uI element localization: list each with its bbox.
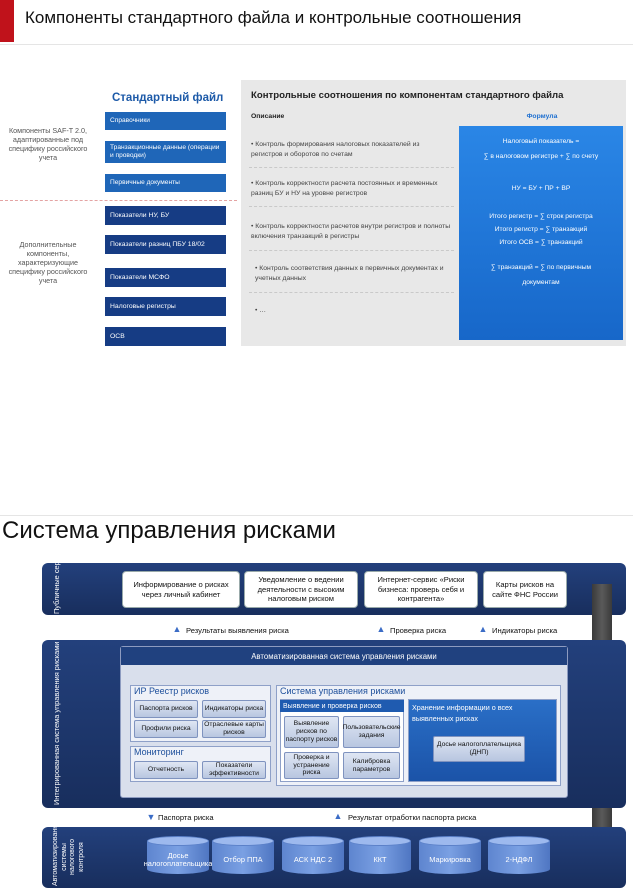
arrow-label-results: Результаты выявления риска — [186, 626, 289, 635]
monitoring-title: Мониторинг — [134, 747, 184, 757]
ir-indicators: Индикаторы риска — [202, 700, 266, 718]
detect-by-passport: Выявление рисков по паспорту рисков — [284, 716, 339, 748]
risk-system-title: Система управления рисками — [280, 686, 406, 696]
sf-item-msfo: Показатели МСФО — [105, 268, 226, 287]
formula-header: Формула — [526, 113, 558, 120]
db-ask-nds-label: АСК НДС 2 — [293, 854, 333, 864]
db-ask-nds — [282, 836, 344, 876]
user-tasks: Пользовательские задания — [343, 716, 400, 748]
row-divider — [249, 167, 454, 168]
formula-1a: Налоговый показатель = — [502, 138, 580, 145]
divider — [0, 44, 633, 45]
formula-4a: ∑ транзакций = ∑ по первичным — [490, 264, 592, 271]
arrow-label-result: Результат отработки паспорта риска — [348, 813, 477, 822]
sf-item-tax-registers: Налоговые регистры — [105, 297, 226, 316]
dossier-dnp: Досье налогоплательщика (ДНП) — [433, 736, 525, 762]
formula-3b: Итого регистр = ∑ транзакций — [494, 226, 588, 233]
db-dossier — [143, 836, 213, 876]
db-2ndfl — [488, 836, 550, 876]
db-marking — [419, 836, 481, 876]
formula-2: НУ = БУ + ПР + ВР — [511, 185, 571, 192]
ir-industry-maps: Отраслевые карты рисков — [202, 720, 266, 738]
service-check: Интернет-сервис «Риски бизнеса: проверь себя и контрагента» — [364, 571, 478, 608]
integrated-label: Интегрированная система управления рисками — [52, 641, 61, 805]
sf-item-osv: ОСВ — [105, 327, 226, 346]
db-marking-label: Маркировка — [429, 854, 471, 864]
separator — [0, 200, 237, 201]
arrow-label-indicators: Индикаторы риска — [492, 626, 558, 635]
description-header: Описание — [251, 113, 285, 120]
control-desc-5: • … — [255, 307, 267, 314]
standard-file-title: Стандартный файл — [112, 92, 224, 104]
section-title: Система управления рисками — [2, 517, 336, 544]
formula-3c: Итого ОСВ = ∑ транзакций — [499, 239, 583, 246]
row-divider — [249, 292, 454, 293]
extra-label: Дополнительные компоненты, характеризующие специфику российского учета — [8, 240, 88, 285]
sf-item-primary-docs: Первичные документы — [105, 174, 226, 192]
row-divider — [249, 250, 454, 251]
page-title: Компоненты стандартного файла и контрольные соотношения — [25, 8, 522, 27]
up-arrow-icon: ▲ — [478, 624, 488, 634]
ir-profiles: Профили риска — [134, 720, 198, 738]
control-desc-2: • Контроль корректности расчета постоянных и временных разниц БУ и НУ на уровне регистров — [251, 180, 438, 197]
monitoring-kpi: Показатели эффективности — [202, 761, 266, 779]
header-accent-bar — [0, 0, 14, 42]
ir-registry-title: ИР Реестр рисков — [134, 686, 210, 696]
service-risk-maps: Карты рисков на сайте ФНС России — [483, 571, 567, 608]
sf-item-pbu: Показатели разниц ПБУ 18/02 — [105, 235, 226, 254]
sf-item-spravochniki: Справочники — [105, 112, 226, 130]
divider — [0, 515, 633, 516]
ir-passports: Паспорта рисков — [134, 700, 198, 718]
monitoring-reports: Отчетность — [134, 761, 198, 779]
formula-3a: Итого регистр = ∑ строк регистра — [489, 213, 593, 220]
db-2ndfl-label: 2-НДФЛ — [505, 854, 533, 864]
calibration: Калибровка параметров — [343, 752, 400, 779]
automated-label: Автоматизированные системы налогового контроля — [52, 815, 85, 886]
control-desc-4: • Контроль соответствия данных в первичных документах и учетных данных — [255, 265, 444, 282]
db-otbor-ppa — [212, 836, 274, 876]
saf-label: Компоненты SAF-T 2.0, адаптированные под специфику российского учета — [8, 126, 88, 162]
public-services-label: Публичные сервисы — [52, 544, 61, 614]
service-lk: Информирование о рисках через личный кабинет — [122, 571, 240, 608]
sf-item-transactions: Транзакционные данные (операции и проводки) — [105, 141, 226, 163]
arrow-label-passports: Паспорта риска — [158, 813, 214, 822]
check-and-fix: Проверка и устранение риска — [284, 752, 339, 779]
db-dossier-label: Досье налогоплательщика — [143, 850, 213, 868]
db-kkt — [349, 836, 411, 876]
up-arrow-icon: ▲ — [376, 624, 386, 634]
up-arrow-icon: ▲ — [333, 811, 343, 821]
storage-title: Хранение информации о всех выявленных рисках — [412, 703, 513, 723]
down-arrow-icon: ▼ — [146, 812, 156, 822]
asur-title: Автоматизированная система управления рисками — [121, 647, 567, 665]
controls-title: Контрольные соотношения по компонентам стандартного файла — [251, 90, 564, 101]
control-desc-1: • Контроль формирования налоговых показателей из регистров и оборотов по счетам — [251, 141, 420, 158]
db-otbor-ppa-label: Отбор ППА — [223, 854, 263, 864]
sf-item-nu-bu: Показатели НУ, БУ — [105, 206, 226, 225]
db-kkt-label: ККТ — [373, 854, 387, 864]
control-desc-3: • Контроль корректности расчетов внутри регистров и полноты включения транзакций в регистры — [251, 223, 451, 240]
detection-title: Выявление и проверка рисков — [280, 700, 404, 712]
formula-4b: документам — [522, 279, 560, 286]
service-notification: Уведомление о ведении деятельности с высоким налоговым риском — [244, 571, 358, 608]
up-arrow-icon: ▲ — [172, 624, 182, 634]
formula-1b: ∑ в налоговом регистре + ∑ по счету — [483, 153, 599, 160]
arrow-label-check: Проверка риска — [390, 626, 447, 635]
row-divider — [249, 206, 454, 207]
